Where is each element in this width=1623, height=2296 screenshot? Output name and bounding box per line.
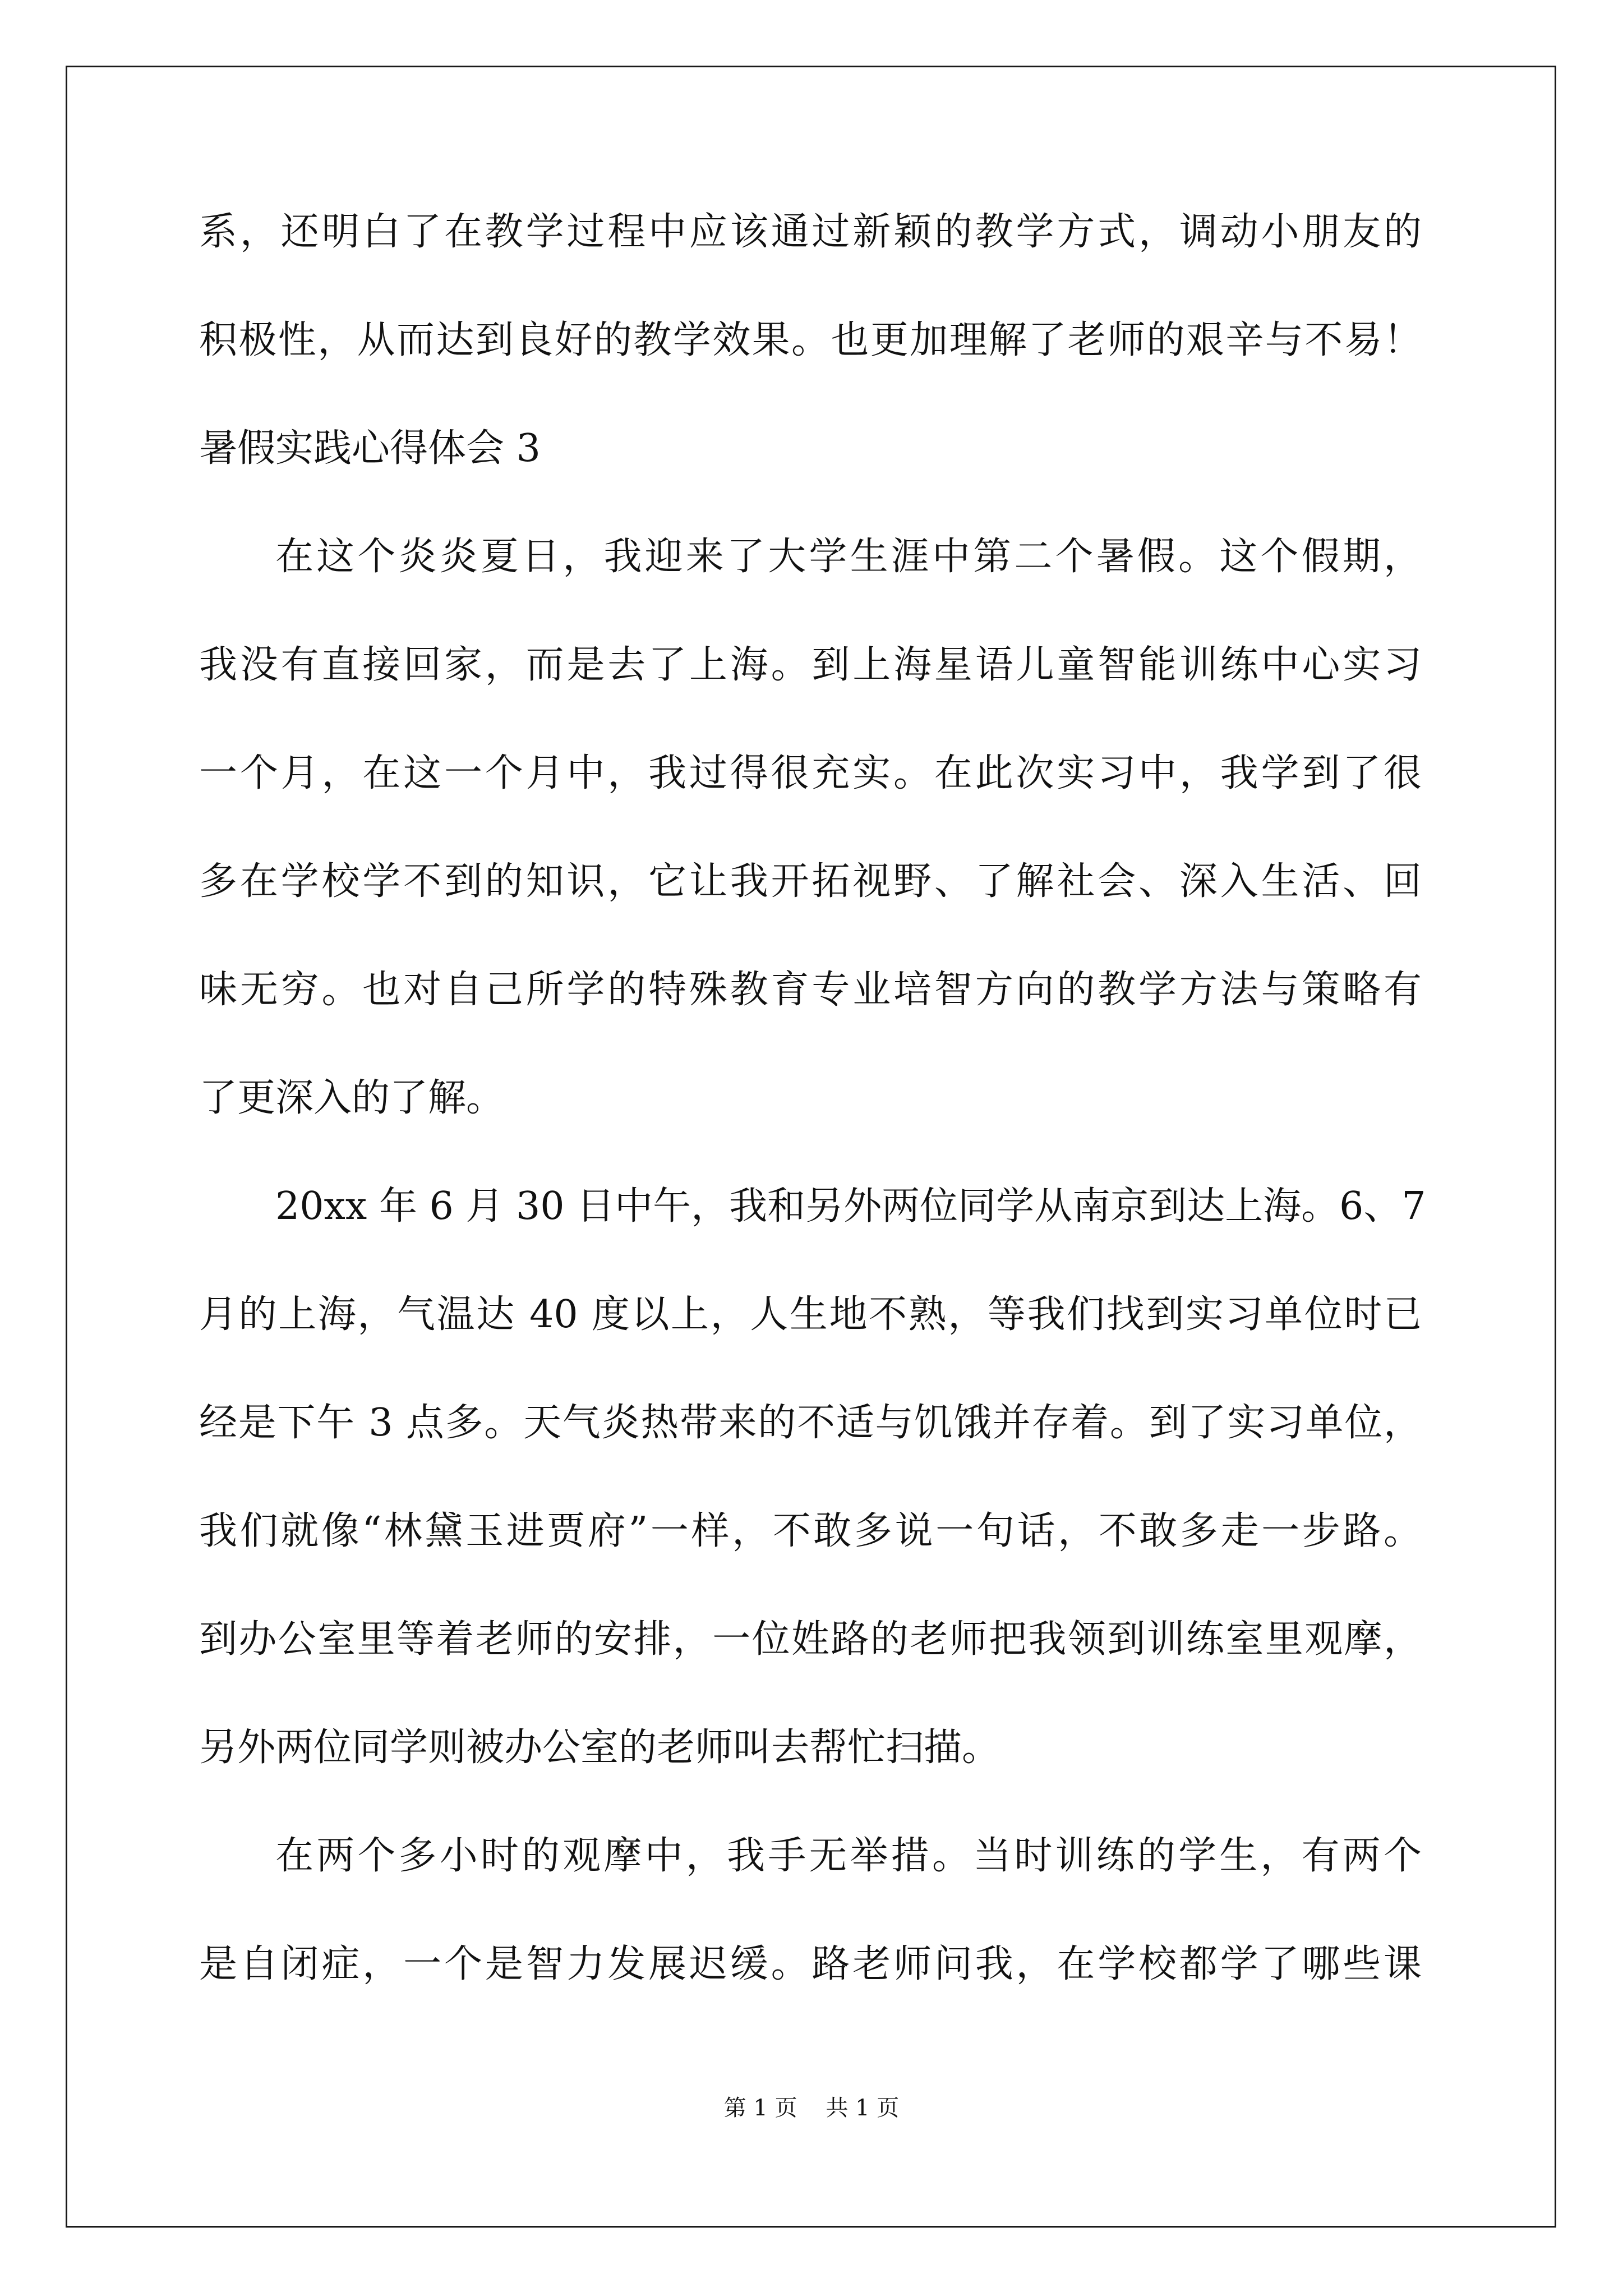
text-line: 经是下午 3 点多。天气炎热带来的不适与饥饿并存着。到了实习单位， bbox=[199, 1401, 1422, 1445]
text-line: 我们就像“林黛玉进贾府”一样，不敢多说一句话，不敢多走一步路。 bbox=[199, 1509, 1422, 1553]
text-line: 系，还明白了在教学过程中应该通过新颖的教学方式，调动小朋友的 bbox=[199, 210, 1422, 254]
page-footer: 第 1 页 共 1 页 bbox=[723, 2095, 900, 2121]
paragraph-first-line: 在这个炎炎夏日，我迎来了大学生涯中第二个暑假。这个假期， bbox=[275, 535, 1422, 579]
paragraph-first-line: 20xx 年 6 月 30 日中午，我和另外两位同学从南京到达上海。6、7 bbox=[275, 1184, 1426, 1228]
paragraph-last-line: 另外两位同学则被办公室的老师叫去帮忙扫描。 bbox=[199, 1726, 1000, 1770]
paragraph-first-line: 在两个多小时的观摩中，我手无举措。当时训练的学生，有两个 bbox=[275, 1834, 1422, 1878]
text-line: 到办公室里等着老师的安排，一位姓路的老师把我领到训练室里观摩， bbox=[199, 1617, 1422, 1662]
text-line: 味无穷。也对自己所学的特殊教育专业培智方向的教学方法与策略有 bbox=[199, 968, 1422, 1012]
text-line: 积极性，从而达到良好的教学效果。也更加理解了老师的艰辛与不易！ bbox=[199, 318, 1422, 362]
text-line: 是自闭症，一个是智力发展迟缓。路老师问我，在学校都学了哪些课 bbox=[199, 1942, 1422, 1986]
text-line: 我没有直接回家，而是去了上海。到上海星语儿童智能训练中心实习 bbox=[199, 643, 1422, 687]
text-line: 月的上海，气温达 40 度以上，人生地不熟，等我们找到实习单位时已 bbox=[199, 1292, 1422, 1337]
text-line: 一个月，在这一个月中，我过得很充实。在此次实习中，我学到了很 bbox=[199, 751, 1422, 795]
paragraph-last-line: 了更深入的了解。 bbox=[199, 1076, 505, 1120]
text-line: 多在学校学不到的知识，它让我开拓视野、了解社会、深入生活、回 bbox=[199, 859, 1422, 904]
document-body bbox=[199, 210, 1426, 2054]
section-heading: 暑假实践心得体会 3 bbox=[199, 426, 541, 471]
